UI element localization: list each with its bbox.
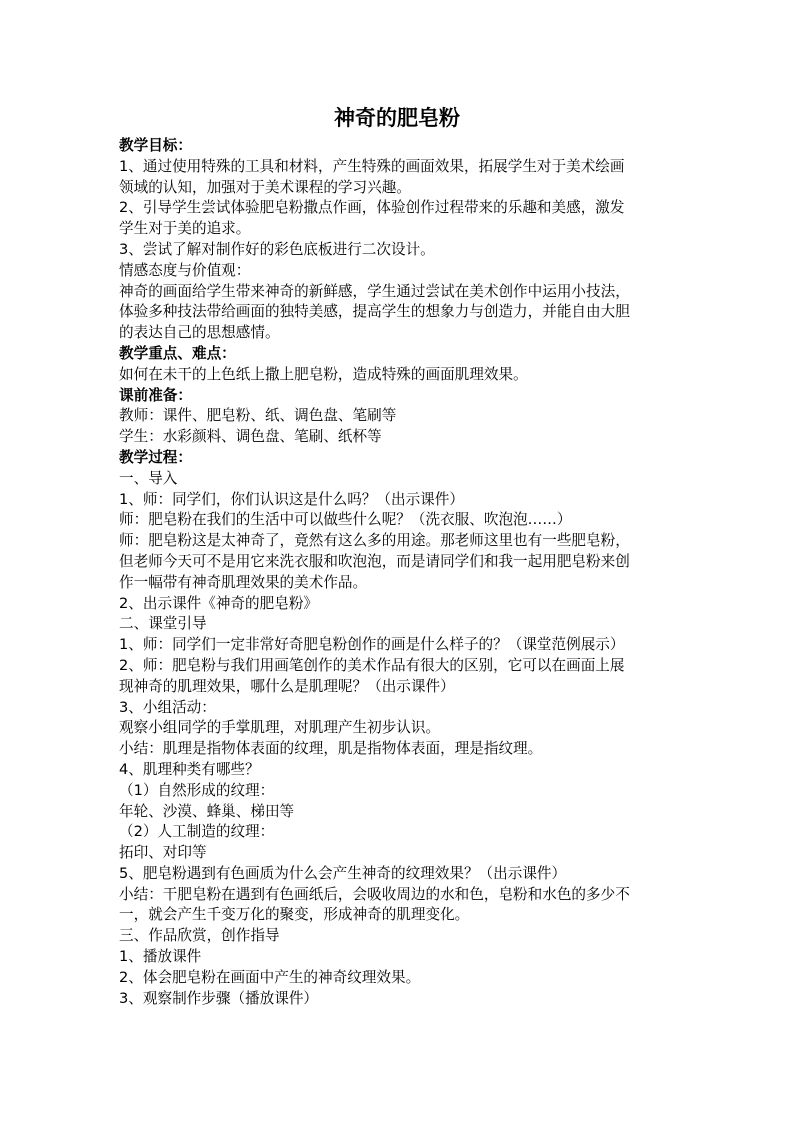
section-heading: 教学目标： [119,137,192,154]
text-line: 3、小组活动： [119,698,216,716]
text-line: 观察小组同学的手掌肌理，对肌理产生初步认识。 [119,719,441,737]
section-heading: 教学重点、难点： [119,344,236,362]
text-line: 拓印、对印等 [119,844,207,862]
section-heading: 课前准备： [119,386,192,404]
text-line: 的表达自己的思想感情。 [119,324,280,342]
text-line: 但老师今天可不是用它来洗衣服和吹泡泡，而是请同学们和我一起用肥皂粉来创 [119,552,630,570]
text-line: 3、尝试了解对制作好的彩色底板进行二次设计。 [119,240,435,258]
text-line: 领域的认知，加强对于美术课程的学习兴趣。 [119,178,411,196]
text-line: 学生对于美的追求。 [119,220,251,238]
text-line: 神奇的画面给学生带来神奇的新鲜感，学生通过尝试在美术创作中运用小技法， [119,282,630,300]
text-line: 1、播放课件 [119,948,202,966]
text-line: 学生：水彩颜料、调色盘、笔刷、纸杯等 [119,428,382,446]
text-line: 二、课堂引导 [119,615,207,633]
text-line: 年轮、沙漠、蜂巢、梯田等 [119,802,295,820]
text-line: 师：肥皂粉这是太神奇了，竟然有这么多的用途。那老师这里也有一些肥皂粉， [119,532,630,550]
text-line: 2、出示课件《神奇的肥皂粉》 [119,594,319,612]
text-line: 情感态度与价值观： [119,261,251,279]
text-line: （2）人工制造的纹理： [119,823,275,841]
text-line: 3、观察制作步骤（播放课件） [119,989,319,1007]
text-line: 1、师：同学们一定非常好奇肥皂粉创作的画是什么样子的？（课堂范例展示） [119,636,625,654]
text-line: 如何在未干的上色纸上撒上肥皂粉，造成特殊的画面肌理效果。 [119,365,528,383]
text-line: 2、体会肥皂粉在画面中产生的神奇纹理效果。 [119,968,421,986]
document-body [119,136,681,1009]
text-line: 教师：课件、肥皂粉、纸、调色盘、笔刷等 [119,407,397,425]
text-line: 作一幅带有神奇肌理效果的美术作品。 [119,573,368,591]
text-line: 5、肥皂粉遇到有色画质为什么会产生神奇的纹理效果？（出示课件） [119,864,567,882]
text-line: 现神奇的肌理效果，哪什么是肌理呢？（出示课件） [119,677,455,695]
text-line: 2、师：肥皂粉与我们用画笔创作的美术作品有很大的区别，它可以在画面上展 [119,656,625,674]
text-line: 1、通过使用特殊的工具和材料，产生特殊的画面效果，拓展学生对于美术绘画 [119,157,625,175]
section-heading: 教学过程： [119,448,192,466]
text-line: 小结：干肥皂粉在遇到有色画纸后，会吸收周边的水和色，皂粉和水色的多少不 [119,885,630,903]
text-line: 一，就会产生千变万化的聚变，形成神奇的肌理变化。 [119,906,470,924]
text-line: 三、作品欣赏，创作指导 [119,927,280,945]
text-line: 一、导入 [119,469,178,487]
text-line: 体验多种技法带给画面的独特美感，提高学生的想象力与创造力，并能自由大胆 [119,303,630,321]
text-line: 小结：肌理是指物体表面的纹理，肌是指物体表面，理是指纹理。 [119,740,543,758]
text-line: 1、师：同学们，你们认识这是什么吗？（出示课件） [119,490,464,508]
document-title: 神奇的肥皂粉 [334,105,460,130]
text-line: 2、引导学生尝试体验肥皂粉撒点作画，体验创作过程带来的乐趣和美感，激发 [119,199,625,217]
text-line: 师：肥皂粉在我们的生活中可以做些什么呢？（洗衣服、吹泡泡……） [119,511,572,529]
text-line: 4、肌理种类有哪些？ [119,760,260,778]
text-line: （1）自然形成的纹理： [119,781,275,799]
